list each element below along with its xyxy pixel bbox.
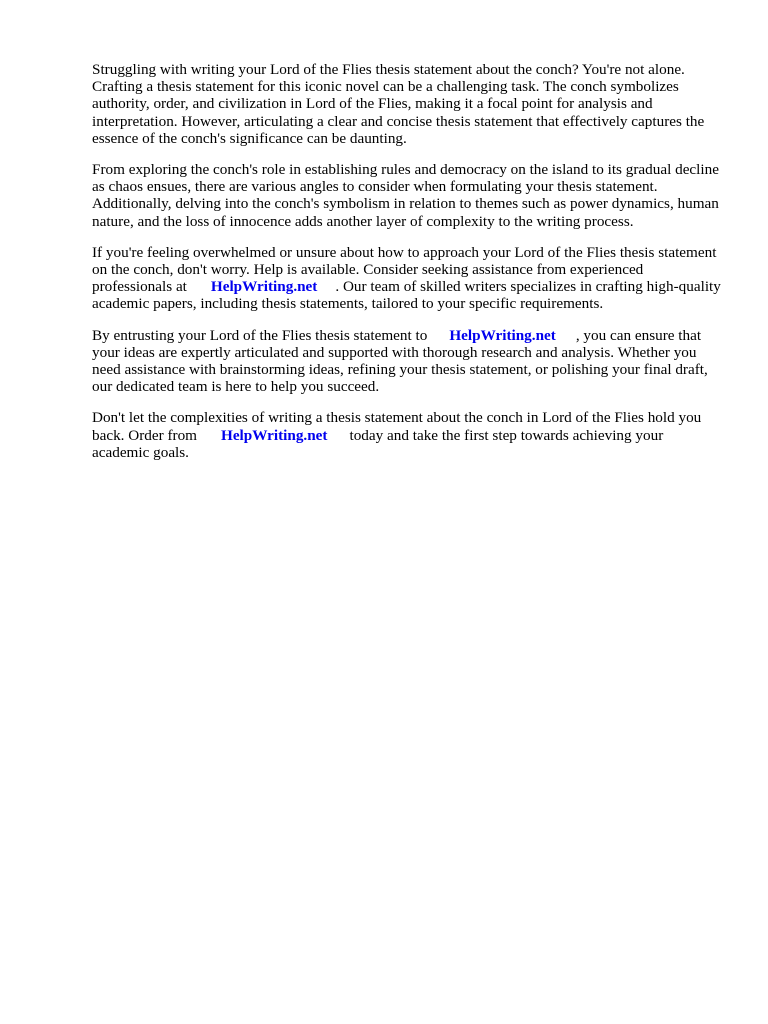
paragraph-help (92, 244, 724, 313)
paragraph-help-text-after: . Our team of skilled writers specializes in crafting high-quality academic papers, including thesis statements, tailored to your specific requirements. (92, 278, 721, 313)
helpwriting-link[interactable]: HelpWriting.net (449, 326, 556, 344)
paragraph-angles: From exploring the conch's role in establishing rules and democracy on the island to its gradual decline as chaos ensues, there are various angles to consider when formulating your thesis statement. Additionally, delving into the conch's symbolism in relation to themes such as power dynamics, human nature, and the loss of innocence adds another layer of complexity to the writing process. (92, 161, 719, 230)
paragraph-entrust-text-after: , you can ensure that your ideas are expertly articulated and supported with thorough research and analysis. Whether you need assistance with brainstorming ideas, refining your thesis statement, or polishing your final draft, our dedicated team is here to help you succeed. (92, 326, 708, 396)
paragraph-order-text-after: today and take the first step towards achieving your academic goals. (92, 426, 664, 461)
paragraph-order-text-before: Don't let the complexities of writing a thesis statement about the conch in Lord of the Flies hold you back. Order from (92, 409, 702, 444)
document-page (92, 61, 724, 475)
paragraph-help-text-before: If you're feeling overwhelmed or unsure about how to approach your Lord of the Flies thesis statement on the conch, don't worry. Help is available. Consider seeking assistance from experienced professionals at (92, 243, 717, 296)
paragraph-entrust (92, 327, 724, 396)
helpwriting-link[interactable]: HelpWriting.net (221, 426, 328, 444)
paragraph-order (92, 409, 724, 461)
paragraph-entrust-text-before: By entrusting your Lord of the Flies thesis statement to (92, 326, 428, 344)
helpwriting-link[interactable]: HelpWriting.net (210, 278, 318, 296)
paragraph-intro: Struggling with writing your Lord of the Flies thesis statement about the conch? You're not alone. Crafting a thesis statement for this iconic novel can be a challenging task. The conch symbolizes authority, order, and civilization in Lord of the Flies, making it a focal point for analysis and interpretation. However, articulating a clear and concise thesis statement that effectively captures the essence of the conch's significance can be daunting. (92, 61, 705, 147)
